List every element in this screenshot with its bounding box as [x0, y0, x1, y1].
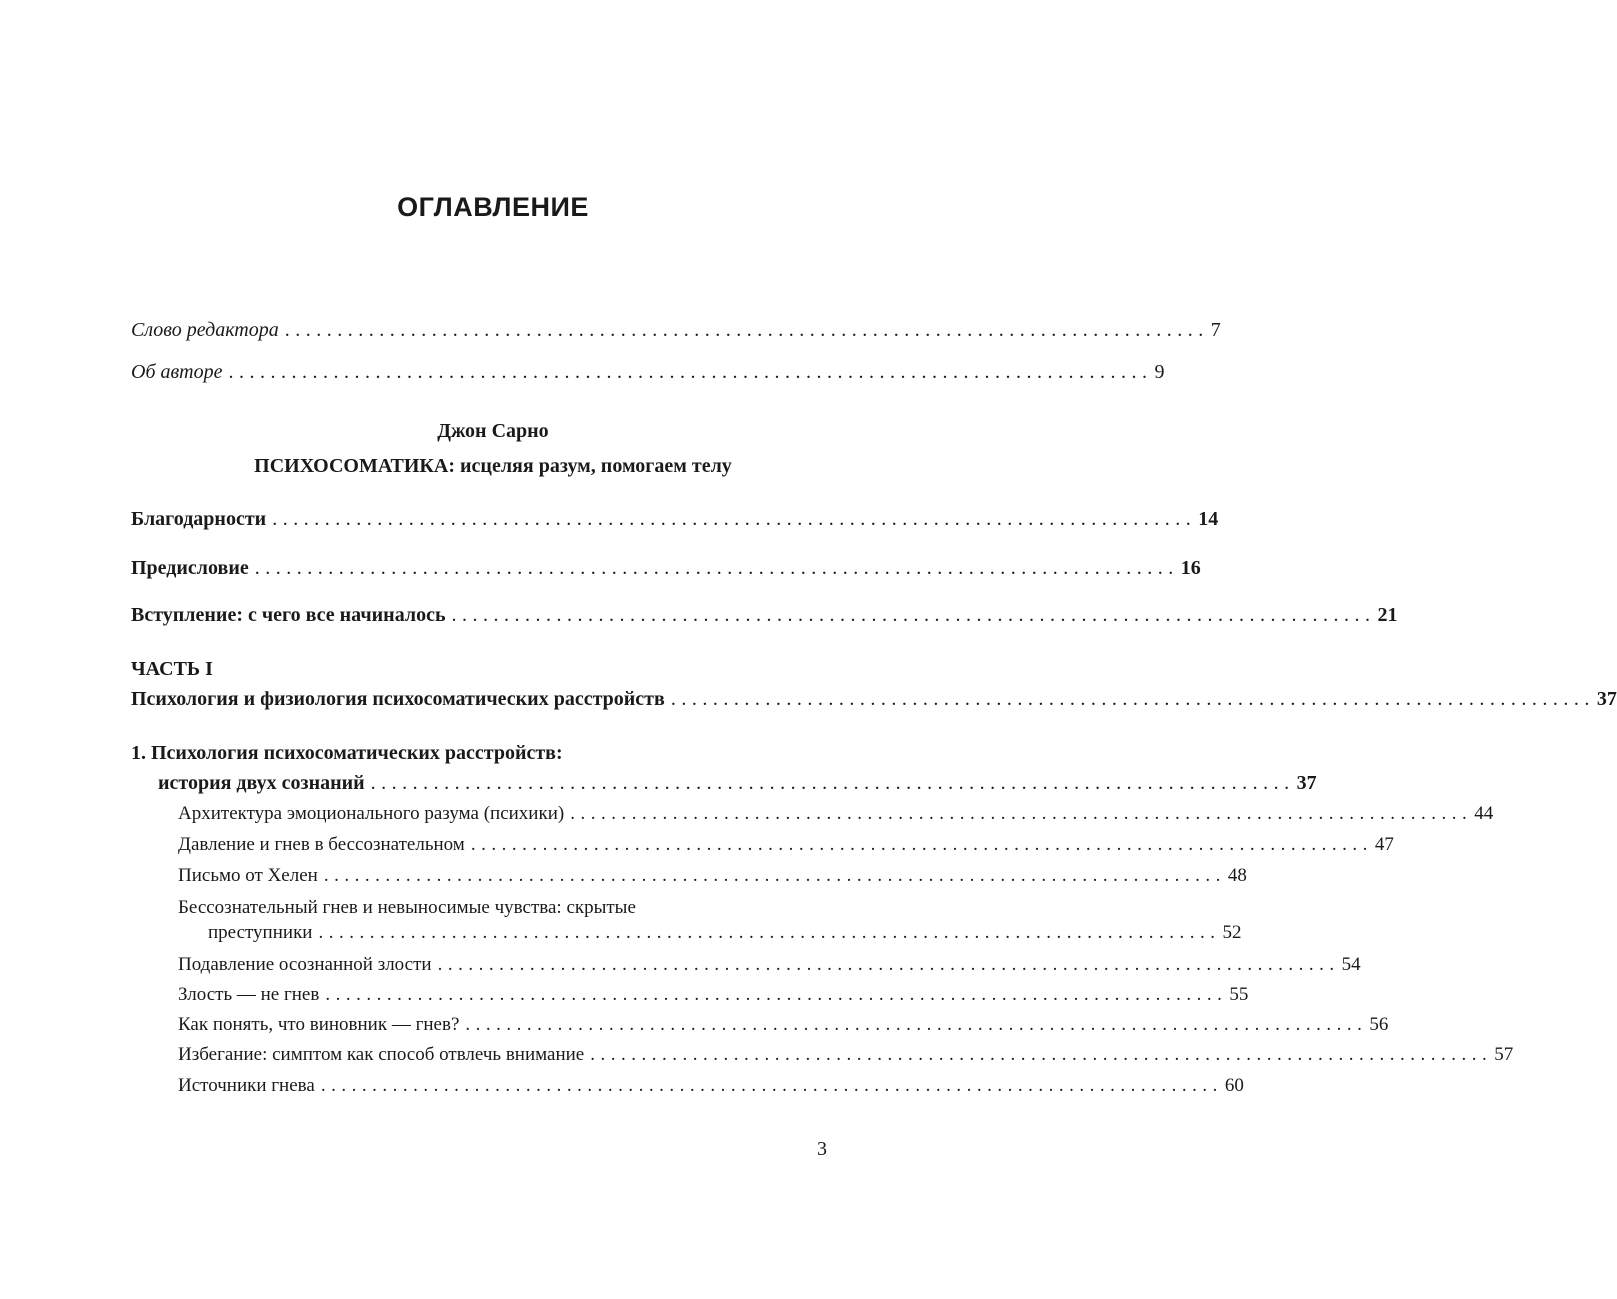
toc-entry-title: Злость — не гнев [178, 984, 320, 1005]
toc-entry-title: Слово редактора [131, 319, 279, 341]
leader-dots: ........................................................................................ [465, 1014, 1368, 1035]
toc-entry-page: 57 [1494, 1044, 1514, 1065]
toc-entry[interactable] [131, 360, 1165, 384]
leader-dots: ........................................................................................ [318, 922, 1221, 943]
leader-dots: ........................................................................................ [437, 954, 1340, 975]
toc-entry-section[interactable] [178, 1074, 1244, 1098]
toc-entry-page: 9 [1154, 361, 1165, 383]
chapter-title-line1: Психология психосоматических расстройств: [151, 742, 563, 764]
toc-entry[interactable] [131, 556, 1201, 580]
toc-entry-title: Архитектура эмоционального разума (психики) [178, 803, 565, 824]
toc-entry-page: 48 [1227, 865, 1247, 886]
toc-entry-page: 55 [1229, 984, 1249, 1005]
book-title [0, 455, 986, 478]
toc-entry-title: Давление и гнев в бессознательном [178, 834, 465, 855]
toc-entry-title: Письмо от Хелен [178, 865, 318, 886]
leader-dots: ........................................................................................ [670, 688, 1595, 710]
toc-entry-page: 16 [1180, 557, 1201, 579]
book-title-rest: : исцеляя разум, помогаем телу [448, 455, 732, 477]
chapter-heading [131, 741, 563, 765]
book-title-caps: ПСИХОСОМАТИКА [254, 455, 449, 477]
toc-entry-title: Благодарности [131, 508, 267, 530]
leader-dots: ........................................................................................ [228, 361, 1153, 383]
toc-entry-page: 37 [1596, 688, 1617, 710]
toc-entry-title: Как понять, что виновник — гнев? [178, 1014, 460, 1035]
toc-entry-title: история двух сознаний [158, 772, 365, 794]
toc-entry-title: Источники гнева [178, 1075, 315, 1096]
toc-entry-title: Об авторе [131, 361, 223, 383]
toc-entry[interactable] [131, 318, 1221, 342]
toc-entry-page: 47 [1374, 834, 1394, 855]
leader-dots: ........................................................................................ [370, 772, 1295, 794]
toc-entry-page: 37 [1296, 772, 1317, 794]
toc-entry-section[interactable] [178, 802, 1494, 826]
toc-entry-page: 44 [1474, 803, 1494, 824]
toc-entry-page: 14 [1198, 508, 1219, 530]
toc-entry-page: 60 [1224, 1075, 1244, 1096]
toc-entry-title: Подавление осознанной злости [178, 954, 432, 975]
toc-entry-title: преступники [208, 922, 313, 943]
toc-entry-title: Предисловие [131, 557, 249, 579]
leader-dots: ........................................................................................ [254, 557, 1179, 579]
leader-dots: ........................................................................................ [272, 508, 1197, 530]
toc-entry-section[interactable] [178, 1013, 1389, 1037]
leader-dots: ........................................................................................ [470, 834, 1373, 855]
leader-dots: ........................................................................................ [590, 1044, 1493, 1065]
leader-dots: ........................................................................................ [323, 865, 1226, 886]
toc-entry-section[interactable] [178, 833, 1394, 857]
leader-dots: ........................................................................................ [320, 1075, 1223, 1096]
toc-entry[interactable] [131, 603, 1398, 627]
toc-entry[interactable] [131, 507, 1219, 531]
leader-dots: ........................................................................................ [570, 803, 1473, 824]
toc-entry-section[interactable] [178, 953, 1361, 977]
part-label: ЧАСТЬ I [131, 658, 213, 680]
leader-dots: ........................................................................................ [325, 984, 1228, 1005]
toc-entry-title: Вступление: с чего все начиналось [131, 604, 446, 626]
leader-dots: ........................................................................................ [451, 604, 1376, 626]
toc-entry-title: Психология и физиология психосоматических расстройств [131, 688, 665, 710]
chapter-number: 1. [131, 742, 146, 764]
toc-entry-page: 21 [1377, 604, 1398, 626]
toc-entry-page: 56 [1369, 1014, 1389, 1035]
toc-entry-page: 7 [1210, 319, 1221, 341]
page-title: ОГЛАВЛЕНИЕ [397, 192, 589, 222]
toc-entry-section[interactable] [178, 1043, 1514, 1067]
toc-entry-page: 52 [1222, 922, 1242, 943]
toc-entry-title: Избегание: симптом как способ отвлечь внимание [178, 1044, 585, 1065]
toc-entry-chapter[interactable] [158, 771, 1317, 795]
leader-dots: ........................................................................................ [284, 319, 1209, 341]
toc-entry-section[interactable] [208, 921, 1242, 945]
toc-entry-section[interactable] [178, 864, 1247, 888]
toc-entry-section-line1: Бессознательный гнев и невыносимые чувства: скрытые [178, 897, 636, 918]
toc-entry-page: 54 [1341, 954, 1361, 975]
page-number: 3 [817, 1138, 827, 1160]
toc-entry-section[interactable] [178, 983, 1249, 1007]
book-author: Джон Сарно [437, 420, 549, 442]
toc-entry-part[interactable] [131, 687, 1617, 711]
